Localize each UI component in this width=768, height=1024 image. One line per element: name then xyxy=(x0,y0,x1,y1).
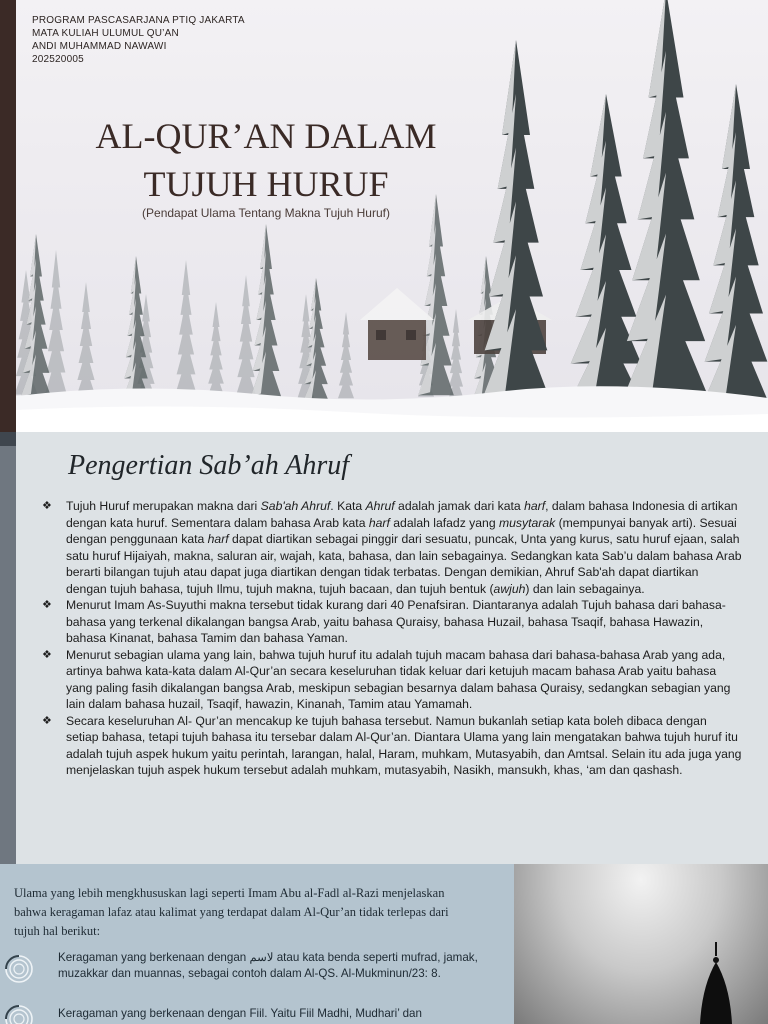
definition-slide xyxy=(0,432,768,864)
circle-list-icon xyxy=(4,954,34,984)
bullet-item: ❖ Tujuh Huruf merupakan makna dari Sab'ah Ahruf. Kata Ahruf adalah jamak dari kata harf, dalam bahasa Indonesia di artikan dengan kata huruf. Sementara dalam bahasa Arab kata harf adalah lafadz yang musytarak (mempunyai banyak arti). Sesuai dengan penggunaan kata harf dapat diartikan sebagai pinggir dari sesuatu, puncak, Unta yang kurus, satu huruf ejaan, salah satu huruf Hijaiyah, makna, saluran air, wajah, kata, bahasa, dan lain sebagainya. Sedangkan kata Sab’u dalam bahasa Arab berarti bilangan tujuh atau dapat juga diartikan dengan tidak terbatas. Dengan demikian, Ahruf Sab'ah dapat diartikan dengan tujuh bahasa, tujuh Ilmu, tujuh makna, tujuh bacaan, dan tujuh bentuk (awjuh) dan lain sebagainya. xyxy=(42,499,742,596)
diamond-bullet-icon: ❖ xyxy=(42,500,52,512)
text-panel xyxy=(0,864,514,1024)
bullet-item: ❖ Menurut Imam As-Suyuthi makna tersebut tidak kurang dari 40 Penafsiran. Diantaranya adalah Tujuh bahasa dari bahasa-bahasa yang terkenal dikalangan bangsa Arab, yaitu bahasa Quraisy, bahasa Huzail, bahasa Tsaqif, bahasa Hawazin, bahasa Kinanat, bahasa Tamim dan bahasa Yaman. xyxy=(42,598,726,645)
meta-line-course: MATA KULIAH ULUMUL QU’AN xyxy=(32,28,179,39)
slide-left-accent-bar xyxy=(0,432,16,864)
variation-slide xyxy=(0,864,768,1024)
mosque-dome-image xyxy=(514,864,768,1024)
meta-line-program: PROGRAM PASCASARJANA PTIQ JAKARTA xyxy=(32,15,245,26)
title-line-2: TUJUH HURUF xyxy=(143,164,389,204)
intro-paragraph: Ulama yang lebih mengkhususkan lagi seperti Imam Abu al-Fadl al-Razi menjelaskan bahwa keragaman lafaz atau kalimat yang terdapat dalam Al-Qur’an tidak terlepas dari tujuh hal berikut: xyxy=(14,886,449,938)
meta-line-student-id: 202520005 xyxy=(32,54,84,65)
diamond-bullet-icon: ❖ xyxy=(42,648,52,661)
meta-line-author: ANDI MUHAMMAD NAWAWI xyxy=(32,41,167,52)
list-item: Keragaman yang berkenaan dengan Fiil. Yaitu Fiil Madhi, Mudhari’ dan xyxy=(58,1007,422,1020)
slide-subtitle: (Pendapat Ulama Tentang Makna Tujuh Huruf) xyxy=(142,206,390,220)
circle-list-icon xyxy=(4,1004,34,1024)
definition-bullet-list xyxy=(42,498,742,779)
title-line-1: AL-QUR’AN DALAM xyxy=(95,116,437,156)
diamond-bullet-icon: ❖ xyxy=(42,599,52,611)
dome-silhouette xyxy=(514,864,768,1024)
title-slide xyxy=(0,0,768,432)
diamond-bullet-icon: ❖ xyxy=(42,714,52,727)
slide-title xyxy=(40,112,492,208)
slide-left-accent-bar xyxy=(0,0,16,432)
bullet-item: ❖ Secara keseluruhan Al- Qur’an mencakup ke tujuh bahasa tersebut. Namun bukanlah setiap kata boleh dibaca dengan setiap bahasa, tetapi tujuh bahasa itu tersebar dalam Al-Qur’an. Diantara Ulama yang lain mengatakan bahwa tujuh huruf itu adalah tujuh aspek hukum yaitu perintah, larangan, halal, Haram, muhkam, Mutasyabih, dan Amtsal. Selain itu ada juga yang menjelaskan tujuh aspek hukum tersebut adalah muhkam, mutasyabih, Nasikh, mansukh, khas, ‘am dan qashash. xyxy=(42,713,742,777)
list-item: Keragaman yang berkenaan dengan لاسم atau kata benda seperti mufrad, jamak, muzakkar dan muannas, sebagai contoh dalam Al-QS. Al-Mukminun/23: 8. xyxy=(58,951,478,980)
section-heading: Pengertian Sab’ah Ahruf xyxy=(68,450,350,481)
course-info xyxy=(32,14,245,66)
bullet-item: ❖ Menurut sebagian ulama yang lain, bahwa tujuh huruf itu adalah tujuh macam bahasa dari bahasa-bahasa Arab yang ada, artinya bahwa kata-kata dalam Al-Qur’an secara keseluruhan tidak keluar dari ketujuh macam bahasa Arab yaitu bahasa yang paling fasih dikalangan bangsa Arab, meskipun sebagian besarnya dalam bahasa Quraisy, sedangkan sebagian yang lain dalam bahasa huzail, Tsaqif, hawazin, Kinanah, Tamim atau Yamamah. xyxy=(42,647,731,711)
slide-left-accent-cap xyxy=(0,432,16,446)
